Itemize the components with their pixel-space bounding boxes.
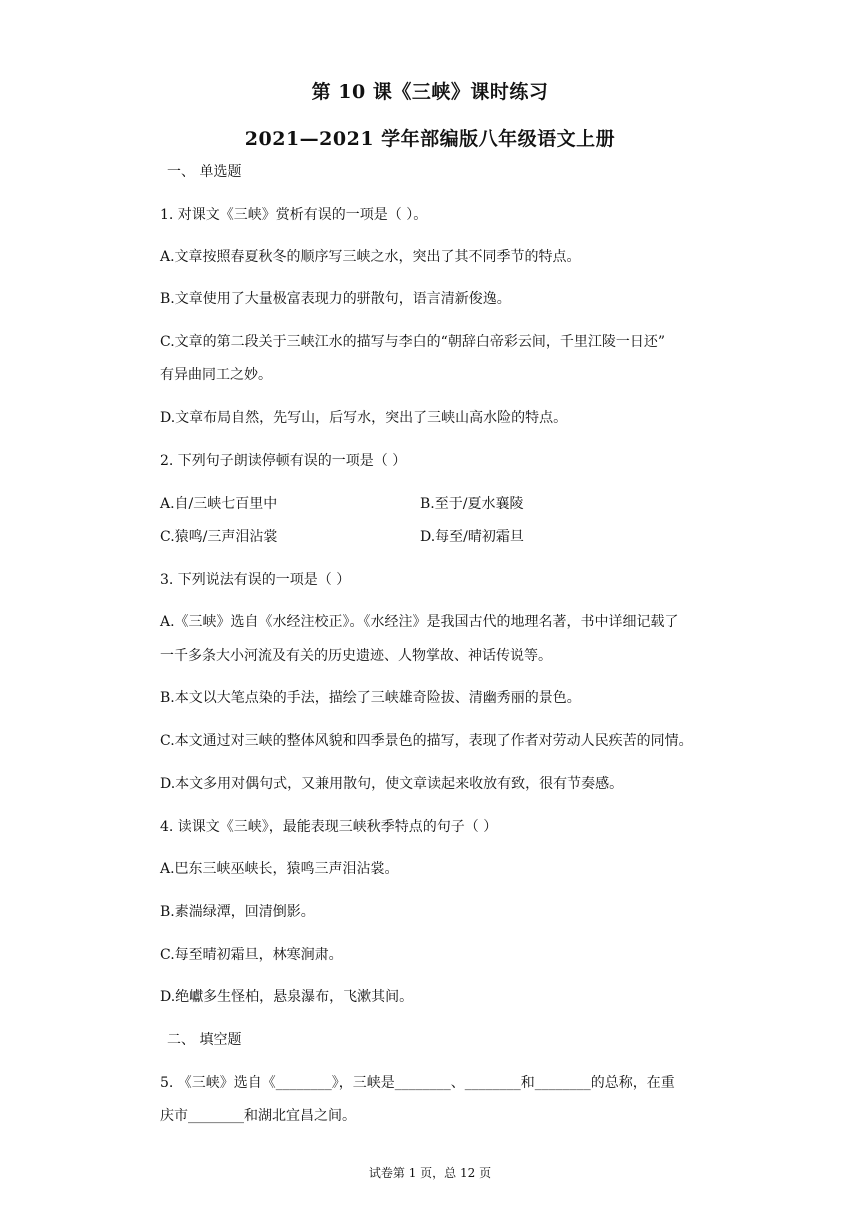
question-4-option-a: A.巴东三峡巫峡长，猿鸣三声泪沾裳。 — [160, 861, 399, 877]
question-1-option-b: B.文章使用了大量极富表现力的骈散句，语言清新俊逸。 — [160, 291, 511, 307]
question-3-stem: 3. 下列说法有误的一项是（ ） — [160, 572, 351, 588]
question-4-option-d: D.绝巘多生怪柏，悬泉瀑布，飞漱其间。 — [160, 989, 414, 1005]
question-2-stem: 2. 下列句子朗读停顿有误的一项是（ ） — [160, 453, 407, 469]
question-4-option-b: B.素湍绿潭，回清倒影。 — [160, 904, 315, 920]
question-4-stem: 4. 读课文《三峡》，最能表现三峡秋季特点的句子（ ） — [160, 819, 498, 835]
page-footer: 试卷第 1 页，总 12 页 — [368, 1166, 492, 1180]
question-1-option-c-continued: 有异曲同工之妙。 — [160, 367, 272, 383]
question-1-option-a: A.文章按照春夏秋冬的顺序写三峡之水，突出了其不同季节的特点。 — [160, 249, 581, 265]
question-2-option-a: A.自/三峡七百里中 — [160, 496, 278, 512]
document-subtitle: 2021—2021 学年部编版八年级语文上册 — [244, 128, 616, 150]
question-3-option-a: A.《三峡》选自《水经注校正》。《水经注》是我国古代的地理名著，书中详细记载了 — [160, 614, 679, 630]
question-4-option-c: C.每至晴初霜旦，林寒涧肃。 — [160, 947, 343, 963]
question-5-line-2: 庆市________和湖北宜昌之间。 — [160, 1108, 356, 1124]
document-title: 第 10 课《三峡》课时练习 — [311, 81, 549, 103]
question-1-stem: 1. 对课文《三峡》赏析有误的一项是（ ）。 — [160, 207, 428, 223]
question-2-option-d: D.每至/晴初霜旦 — [420, 529, 524, 545]
question-1-option-d: D.文章布局自然，先写山，后写水，突出了三峡山高水险的特点。 — [160, 410, 568, 426]
section-heading-fill-in: 二、 填空题 — [167, 1032, 242, 1048]
question-2-option-c: C.猿鸣/三声泪沾裳 — [160, 529, 278, 545]
question-5-line-1: 5. 《三峡》选自《________》，三峡是________、________和________的总称，在重 — [160, 1075, 675, 1091]
question-3-option-b: B.本文以大笔点染的手法，描绘了三峡雄奇险拔、清幽秀丽的景色。 — [160, 690, 581, 706]
question-2-option-b: B.至于/夏水襄陵 — [420, 496, 524, 512]
question-3-option-c: C.本文通过对三峡的整体风貌和四季景色的描写，表现了作者对劳动人民疾苦的同情。 — [160, 733, 693, 749]
question-3-option-d: D.本文多用对偶句式，又兼用散句，使文章读起来收放有致，很有节奏感。 — [160, 776, 624, 792]
question-1-option-c: C.文章的第二段关于三峡江水的描写与李白的“朝辞白帝彩云间，千里江陵一日还” — [160, 334, 665, 350]
section-heading-single-choice: 一、 单选题 — [167, 164, 242, 180]
question-3-option-a-continued: 一千多条大小河流及有关的历史遗迹、人物掌故、神话传说等。 — [160, 648, 552, 664]
